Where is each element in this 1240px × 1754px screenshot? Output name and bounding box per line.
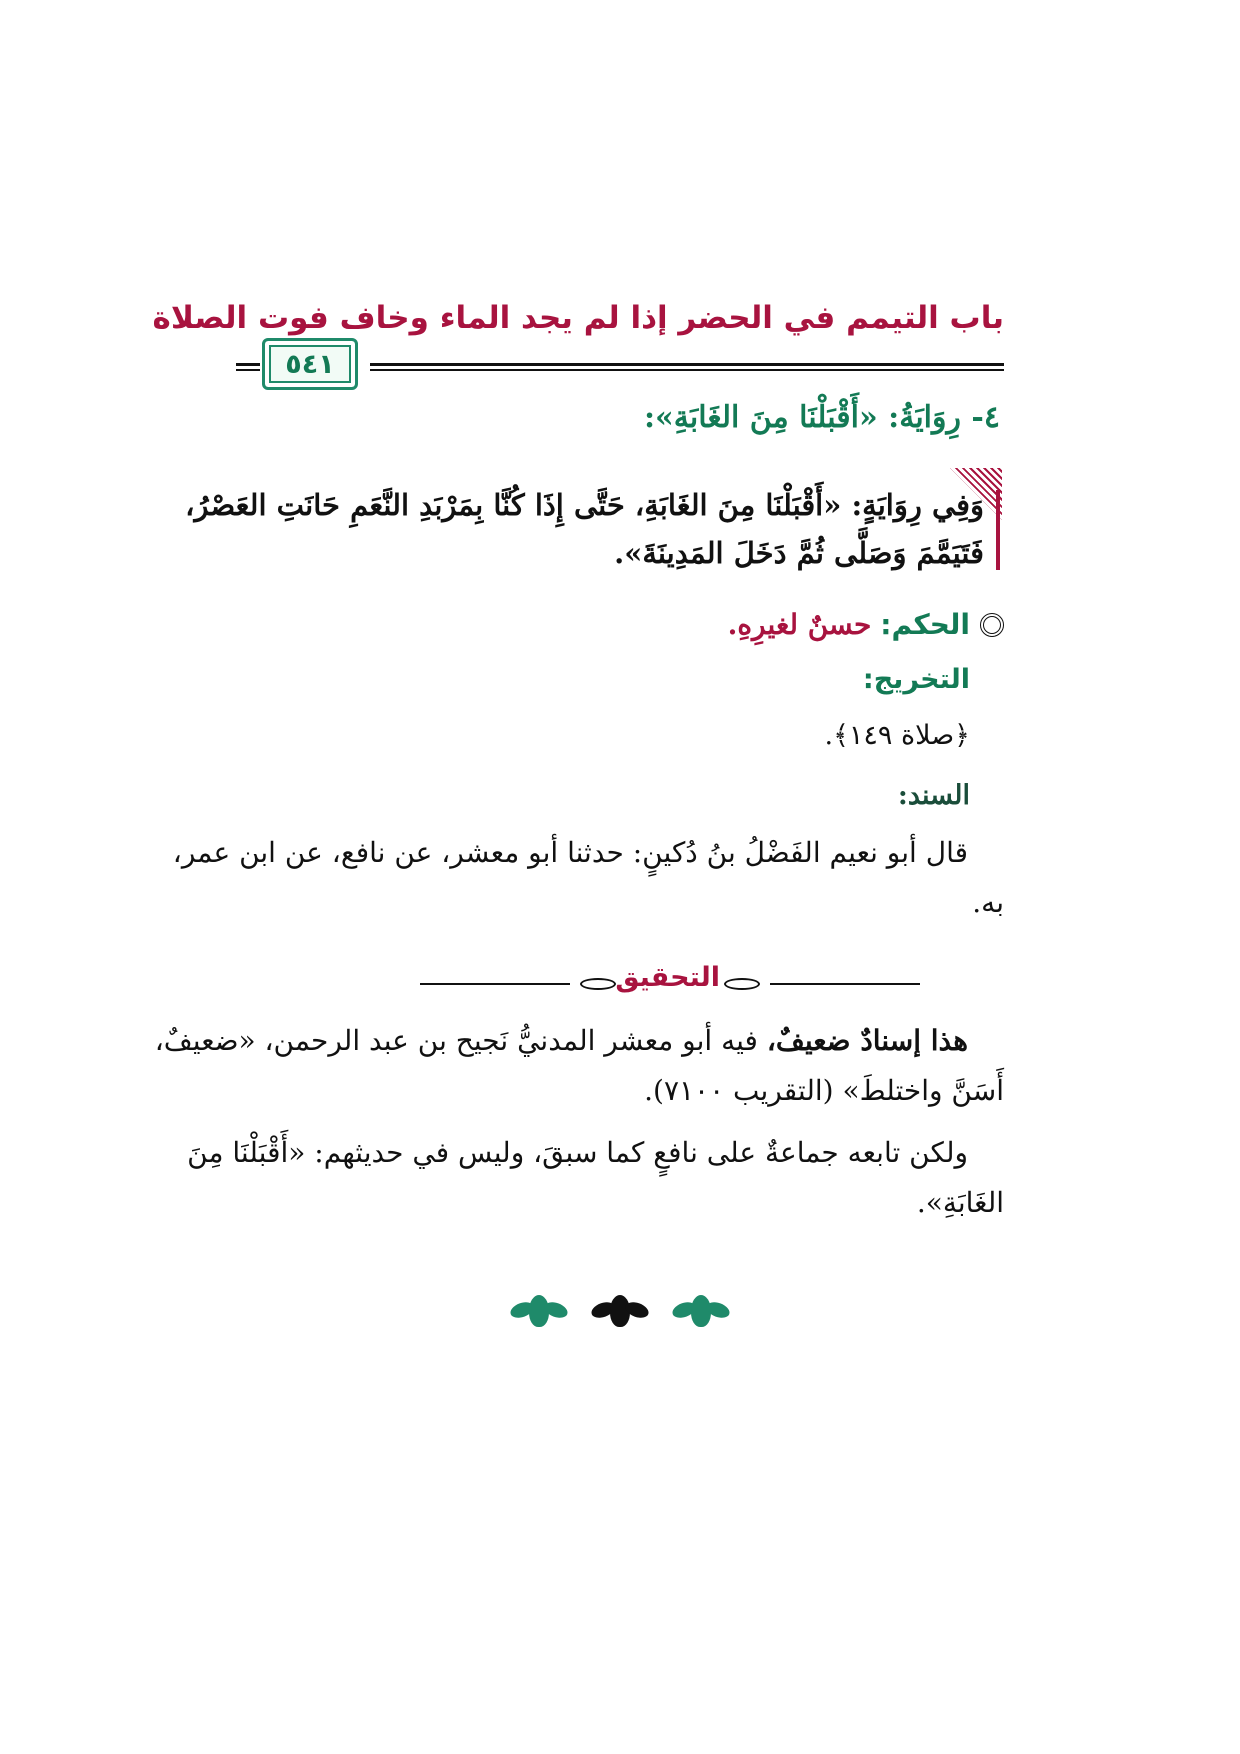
takhrij-label: التخريج: [862,664,970,695]
quote-bar [996,490,1000,570]
floral-ornament-icon [672,1295,730,1329]
quote-line: وَفِي رِوَايَةٍ: «أَقْبَلْنَا مِنَ الغَابَةِ، حَتَّى إِذَا كُنَّا بِمَرْبَدِ النَّعَمِ حَانَتِ العَصْرُ، [185,488,984,522]
tahqiq-title: التحقيق [615,962,720,993]
analysis-paragraph [154,1016,1004,1116]
floral-ornament-icon [510,1295,568,1329]
header-rule [236,369,260,371]
quote-line: فَتَيَمَّمَ وَصَلَّى ثُمَّ دَخَلَ المَدِينَةَ». [614,536,984,570]
sanad-line: به. [972,886,1004,919]
analysis-line: ولكن تابعه جماعةٌ على نافعٍ كما سبقَ، وليس في حديثهم: «أَقْبَلْنَا مِنَ [187,1136,968,1169]
sanad-paragraph [172,828,1004,928]
end-ornaments [510,1295,730,1335]
sanad-line: قال أبو نعيم الفَضْلُ بنُ دُكينٍ: حدثنا أبو معشر، عن نافع، عن ابن عمر، [172,836,968,869]
header-rule [370,369,1004,371]
sanad-label: السند: [897,780,970,811]
divider-ornament-icon [724,978,760,990]
floral-ornament-icon [591,1295,649,1329]
analysis-line: الغَابَةِ». [916,1186,1004,1219]
chapter-title: باب التيمم في الحضر إذا لم يجد الماء وخاف فوت الصلاة [152,300,1004,336]
page-number-badge [262,338,358,390]
analysis-paragraph [187,1128,1004,1228]
divider-line [420,983,570,985]
header-rule [236,363,260,366]
ruling [404,608,1004,641]
ruling-label: الحكم: [880,608,970,641]
divider-ornament-icon [580,978,616,990]
analysis-verdict: هذا إسنادٌ ضعيفٌ، [766,1024,968,1057]
rosette-icon [980,613,1004,637]
header-rule [370,363,1004,366]
section-heading: ٤- رِوَايَةُ: «أَقْبَلْنَا مِنَ الغَابَةِ»: [643,400,1000,435]
takhrij-reference: ﴿صلاة ١٤٩﴾. [824,720,970,751]
analysis-line [154,1016,1004,1066]
divider-line [770,983,920,985]
ruling-value: حسنٌ لغيرِهِ. [727,608,872,641]
analysis-text: فيه أبو معشر المدنيُّ نَجيح بن عبد الرحمن، «ضعيفٌ، [154,1024,767,1057]
page-number: ٥٤١ [285,348,335,380]
analysis-line: أَسَنَّ واختلطَ» (التقريب ٧١٠٠). [644,1074,1004,1107]
